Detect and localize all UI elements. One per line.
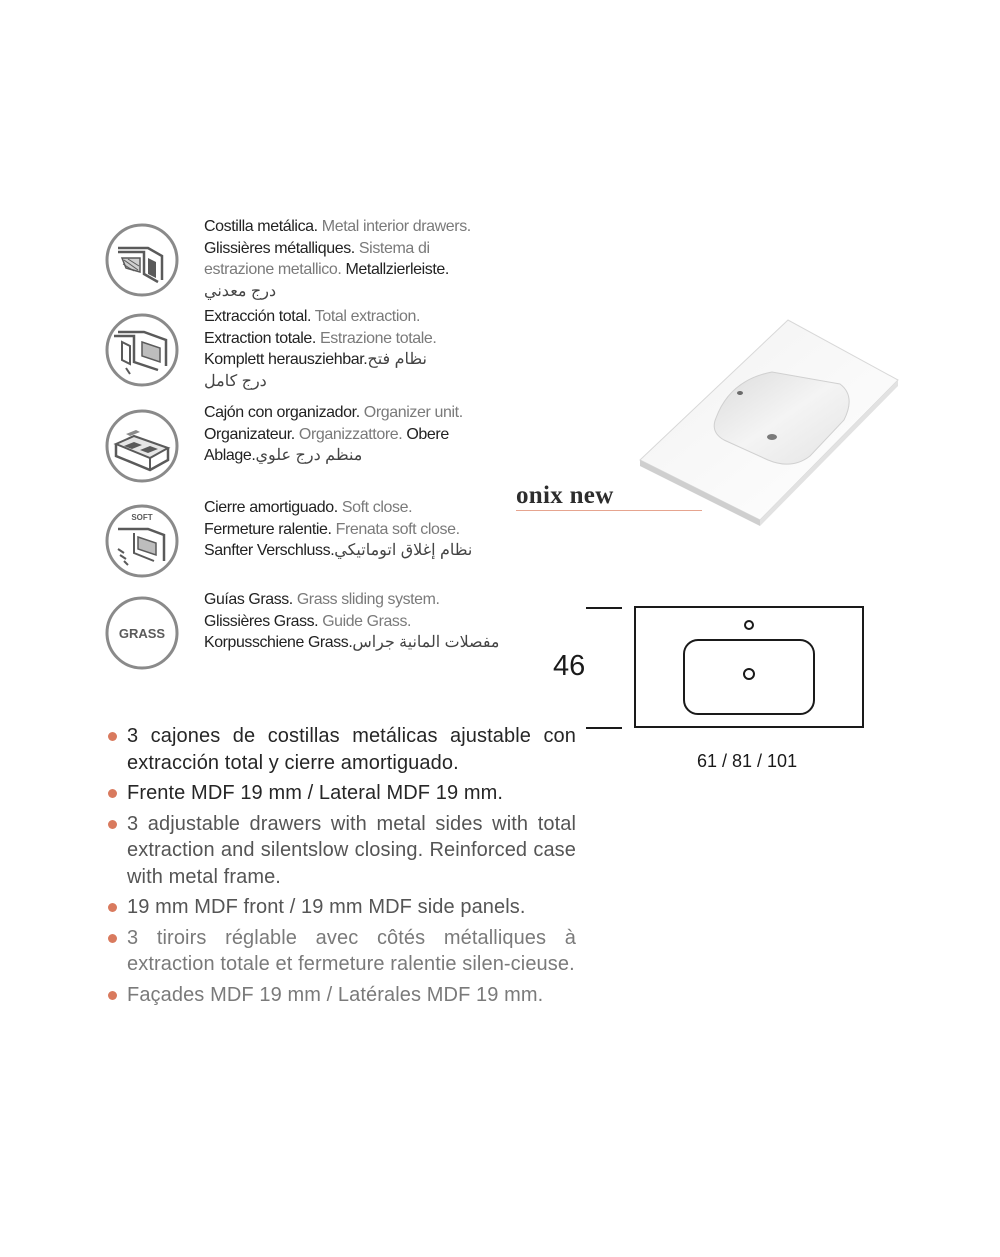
feature-segment: Costilla metálica. [204, 218, 318, 235]
feature-line [204, 519, 504, 541]
bullet-text: 3 tiroirs réglable avec côtés métalliques à extraction totale et fermeture ralentie silen-cieuse. [127, 926, 576, 975]
feature-line [204, 402, 504, 424]
spec-bullet [106, 894, 576, 921]
feature-segment: Grass sliding system. [292, 591, 440, 608]
feature-line [204, 306, 504, 328]
feature-segment: Total extraction. [311, 308, 421, 325]
grass-icon-label: GRASS [118, 626, 166, 641]
bullet-text: Façades MDF 19 mm / Latérales MDF 19 mm. [127, 983, 544, 1006]
total-extraction-icon [104, 312, 180, 388]
feature-segment: Soft close. [337, 499, 413, 516]
feature-line [204, 349, 504, 371]
feature-line [204, 259, 504, 281]
feature-text [204, 589, 502, 654]
bullet-dot-icon [108, 903, 117, 912]
brand-underline [516, 510, 702, 511]
grass-icon [104, 595, 180, 671]
product-brand-name: onix new [516, 482, 614, 509]
bullet-text: 19 mm MDF front / 19 mm MDF side panels. [127, 896, 526, 918]
bullet-text: 3 adjustable drawers with metal sides with total extraction and silentslow closing. Reinforced case with metal frame. [127, 812, 576, 888]
arabic-text: مفصلات المانية جراس [352, 634, 504, 651]
feature-segment: Komplett herausziehbar. [204, 351, 368, 368]
feature-segment: Extraction totale. [204, 329, 316, 347]
bullet-dot-icon [108, 934, 117, 943]
feature-segment: Sanfter Verschluss. [204, 542, 335, 559]
bullet-dot-icon [108, 991, 117, 1000]
feature-segment: Metallzierleiste. [341, 261, 449, 278]
feature-segment: Cierre amortiguado. [204, 499, 338, 516]
feature-segment: estrazione metallico. [204, 261, 342, 278]
feature-line [204, 611, 502, 633]
organizer-drawer-icon [104, 408, 180, 484]
feature-segment: Extracción total. [204, 308, 312, 325]
feature-segment: Guide Grass. [318, 612, 412, 630]
feature-line [204, 328, 504, 350]
arabic-text: نظام فتح [367, 351, 432, 368]
feature-line [204, 424, 504, 446]
arabic-text: منظم درج علوي [255, 447, 367, 464]
feature-segment: Glissières Grass. [204, 612, 319, 630]
bullet-text: Frente MDF 19 mm / Lateral MDF 19 mm. [127, 782, 503, 804]
feature-segment: Ablage. [204, 447, 256, 464]
feature-segment: Metal interior drawers. [317, 218, 471, 235]
feature-line [204, 589, 502, 611]
spec-bullet [106, 925, 576, 978]
bullet-dot-icon [108, 820, 117, 829]
metal-drawer-icon [104, 222, 180, 298]
spec-bullet [106, 811, 576, 891]
feature-segment: Guías Grass. [204, 591, 293, 608]
feature-line [204, 632, 502, 654]
feature-text [204, 216, 504, 302]
arabic-text: نظام إغلاق اتوماتيكي [334, 542, 477, 559]
width-dimension-label: 61 / 81 / 101 [697, 751, 798, 771]
height-dimension-label: 46 [553, 650, 586, 682]
feature-segment: Korpusschiene Grass. [204, 634, 353, 651]
arabic-text: درج كامل [204, 372, 267, 390]
feature-segment: Organizer unit. [359, 404, 463, 421]
bullet-dot-icon [108, 732, 117, 741]
feature-segment: Organizzattore. [294, 425, 403, 443]
soft-close-icon [104, 503, 180, 579]
soft-icon-label: SOFT [131, 513, 153, 522]
feature-line [204, 281, 504, 303]
feature-segment: Frenata soft close. [331, 520, 460, 538]
spec-bullet [106, 780, 576, 807]
feature-segment: Cajón con organizador. [204, 404, 360, 421]
feature-line [204, 216, 504, 238]
feature-segment: Obere [402, 425, 449, 443]
feature-segment: Estrazione totale. [315, 329, 437, 347]
feature-text [204, 402, 504, 467]
spec-bullet-list [106, 723, 576, 1012]
spec-bullet [106, 723, 576, 776]
feature-segment: Glissières métalliques. [204, 239, 355, 257]
feature-line [204, 540, 504, 562]
bullet-text: 3 cajones de costillas metálicas ajustable con extracción total y cierre amortiguado. [127, 725, 576, 774]
bullet-dot-icon [108, 789, 117, 798]
feature-line [204, 497, 504, 519]
spec-bullet [106, 982, 576, 1009]
feature-segment: Organizateur. [204, 425, 295, 443]
arabic-text: درج معدني [204, 282, 277, 300]
feature-text [204, 306, 504, 392]
feature-segment: Fermeture ralentie. [204, 520, 332, 538]
feature-line [204, 371, 504, 393]
feature-segment: Sistema di [354, 239, 430, 257]
feature-text [204, 497, 504, 562]
feature-line [204, 445, 504, 467]
feature-line [204, 238, 504, 260]
